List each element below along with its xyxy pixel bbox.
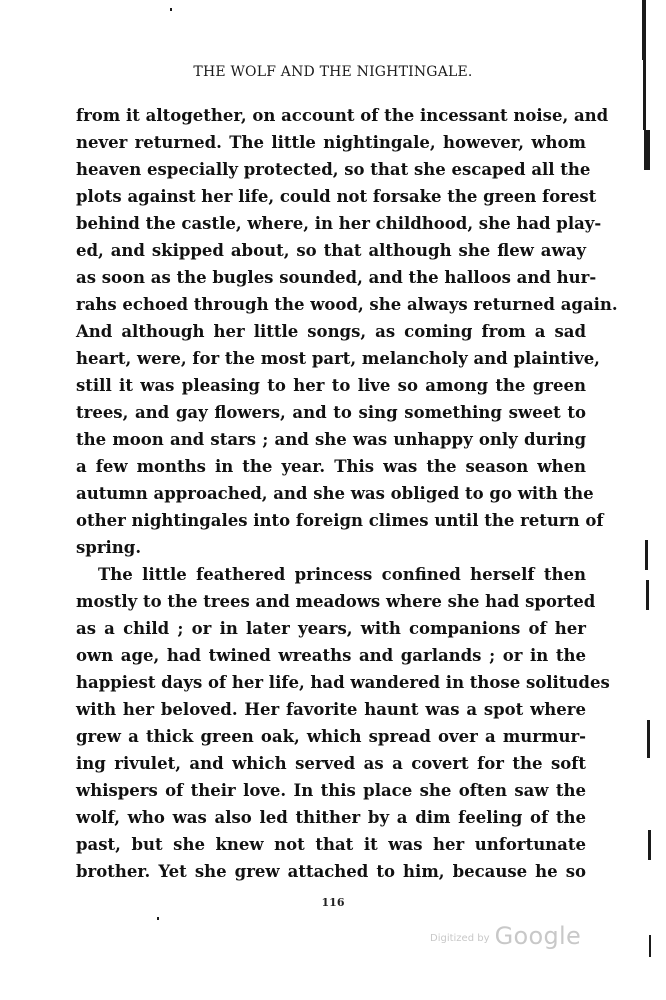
text-line: from it altogether, on account of the incessant noise, and (76, 106, 609, 125)
text-line: wolf, who was also led thither by a dim feeling of the (76, 808, 586, 827)
text-line: And although her little songs, as coming from a sad (76, 322, 586, 341)
watermark-prefix: Digitized by (430, 933, 490, 944)
text-line: as a child ; or in later years, with companions of her (76, 619, 586, 638)
scan-edge-mark (646, 580, 649, 610)
text-line: with her beloved. Her favorite haunt was a spot where (76, 700, 586, 719)
text-line: still it was pleasing to her to live so among the green (76, 376, 586, 395)
page-number: 116 (321, 896, 345, 909)
scan-edge-mark (645, 540, 648, 570)
text-line: behind the castle, where, in her childhood, she had play- (76, 214, 602, 233)
scan-edge-mark (647, 720, 650, 758)
text-line: as soon as the bugles sounded, and the halloos and hur- (76, 268, 597, 287)
google-wordmark: Google (494, 922, 582, 950)
running-head: THE WOLF AND THE NIGHTINGALE. (193, 64, 473, 80)
text-line: a few months in the year. This was the season when (76, 457, 586, 476)
text-line: past, but she knew not that it was her unfortunate (76, 835, 586, 854)
scan-speck (170, 8, 172, 11)
digitized-by-google-watermark (430, 922, 581, 950)
scan-speck (157, 917, 159, 920)
text-line: happiest days of her life, had wandered in those solitudes (76, 673, 610, 692)
text-line: The little feathered princess confined herself then (98, 565, 586, 584)
scan-edge-mark (642, 0, 646, 60)
text-line: other nightingales into foreign climes until the return of (76, 511, 604, 530)
text-line: plots against her life, could not forsake the green forest (76, 187, 597, 206)
text-line: trees, and gay flowers, and to sing something sweet to (76, 403, 586, 422)
text-line: the moon and stars ; and she was unhappy only during (76, 430, 586, 449)
text-line: spring. (76, 538, 142, 557)
text-line: autumn approached, and she was obliged to go with the (76, 484, 594, 503)
scan-edge-mark (643, 60, 646, 130)
text-line: ed, and skipped about, so that although she flew away (76, 241, 586, 260)
text-line: ing rivulet, and which served as a covert for the soft (76, 754, 586, 773)
text-line: mostly to the trees and meadows where she had sported (76, 592, 596, 611)
text-line: own age, had twined wreaths and garlands ; or in the (76, 646, 586, 665)
text-line: brother. Yet she grew attached to him, because he so (76, 862, 586, 881)
body-text (76, 102, 618, 885)
text-line: whispers of their love. In this place she often saw the (76, 781, 586, 800)
scan-edge-mark (648, 830, 651, 860)
text-line: rahs echoed through the wood, she always returned again. (76, 295, 618, 314)
text-line: grew a thick green oak, which spread over a murmur- (76, 727, 586, 746)
scan-edge-mark (649, 935, 651, 957)
text-line: heaven especially protected, so that she escaped all the (76, 160, 591, 179)
scan-edge-mark (644, 130, 650, 170)
text-line: never returned. The little nightingale, however, whom (76, 133, 586, 152)
text-line: heart, were, for the most part, melancholy and plaintive, (76, 349, 600, 368)
